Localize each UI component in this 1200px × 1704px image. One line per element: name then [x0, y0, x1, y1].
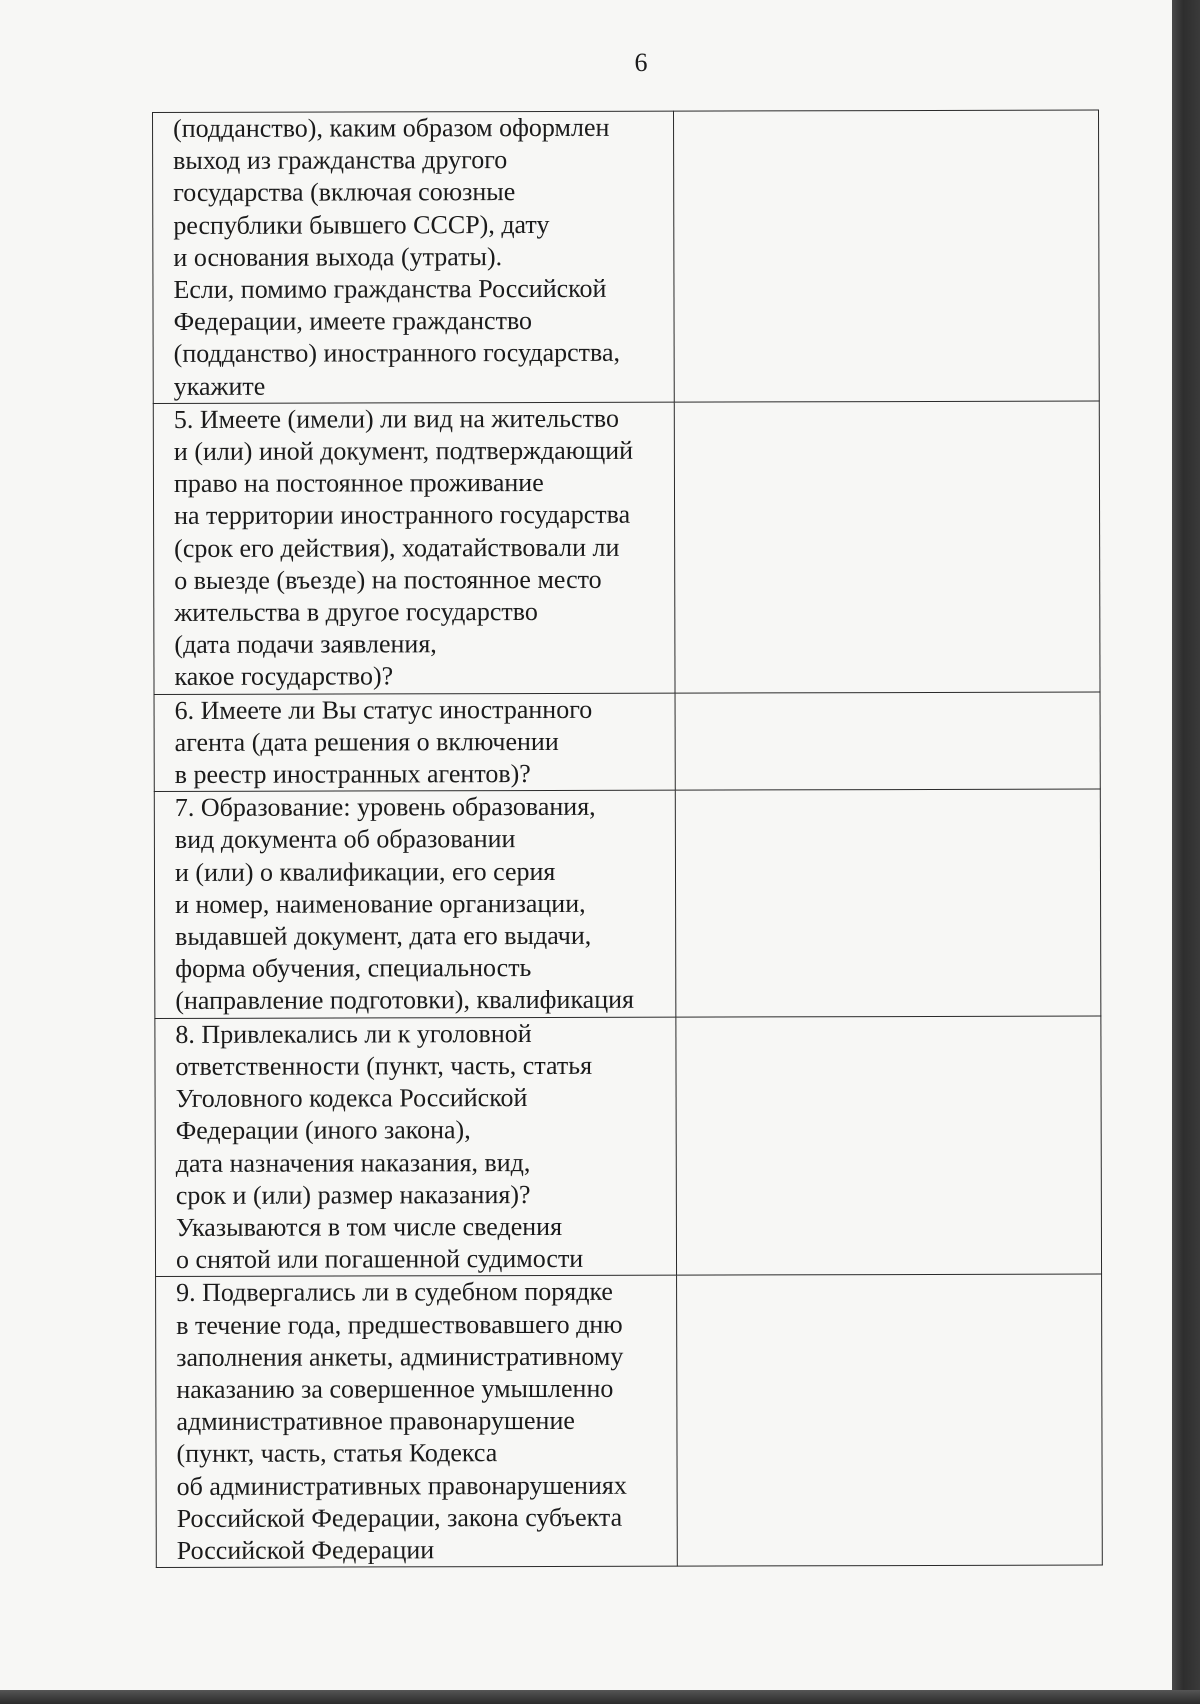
question-text-line: (направление подготовки), квалификация — [175, 985, 635, 1016]
question-text-line: в течение года, предшествовавшего дню — [176, 1309, 623, 1340]
table-row — [154, 789, 1101, 1018]
question-cell — [153, 111, 675, 403]
question-text-line: (срок его действия), ходатайствовали ли — [174, 532, 620, 563]
question-text-line: (пункт, часть, статья Кодекса — [176, 1438, 498, 1469]
question-text-line: укажите — [173, 371, 266, 401]
question-text-line: (дата подачи заявления, — [174, 629, 437, 660]
table-row — [155, 1016, 1102, 1277]
question-text-line: и (или) о квалификации, его серия — [174, 856, 556, 887]
question-cell — [156, 1275, 678, 1567]
question-text-line: 7. Образование: уровень образования, — [174, 792, 596, 823]
question-text-line: (подданство) иностранного государства, — [173, 338, 621, 369]
question-text-line: о снятой или погашенной судимости — [175, 1243, 584, 1275]
question-text-line: государства (включая союзные — [173, 177, 516, 208]
question-text-line: выход из гражданства другого — [173, 145, 508, 176]
question-text-line: заполнения анкеты, административному — [176, 1341, 624, 1372]
question-cell — [154, 693, 675, 792]
answer-cell[interactable] — [675, 692, 1100, 791]
question-text-line: Российской Федерации, закона субъекта — [176, 1502, 623, 1533]
scan-edge-bottom — [0, 1690, 1200, 1704]
question-text-line: 5. Имеете (имели) ли вид на жительство — [173, 403, 620, 434]
question-text-line: вид документа об образовании — [174, 824, 516, 855]
questionnaire-table — [152, 110, 1103, 1569]
question-text-line: наказанию за совершенное умышленно — [176, 1373, 614, 1404]
table-row — [153, 110, 1100, 403]
scan-edge-right — [1172, 0, 1200, 1704]
question-text-line: Уголовного кодекса Российской — [175, 1083, 528, 1114]
answer-cell[interactable] — [674, 401, 1100, 693]
question-text-line: какое государство)? — [174, 661, 394, 692]
question-text-line: Российской Федерации — [176, 1535, 435, 1565]
question-text-line: 6. Имеете ли Вы статус иностранного — [174, 694, 593, 725]
question-text-line: право на постоянное проживание — [173, 468, 544, 499]
question-text-line: Федерации (иного закона), — [175, 1115, 471, 1146]
question-text-line: на территории иностранного государства — [174, 500, 631, 531]
table-row — [154, 692, 1100, 792]
question-text-line: республики бывшего СССР), дату — [173, 209, 550, 240]
question-text-line: об административных правонарушениях — [176, 1470, 627, 1501]
answer-cell[interactable] — [673, 110, 1099, 402]
page-number: 6 — [634, 48, 648, 77]
table-row — [156, 1274, 1103, 1567]
question-text-line: жительства в другое государство — [174, 597, 538, 627]
table-row — [153, 401, 1100, 694]
question-text-line: Указываются в том числе сведения — [175, 1211, 563, 1242]
question-text-line: Если, помимо гражданства Российской — [173, 273, 607, 304]
question-text-line: агента (дата решения о включении — [174, 726, 559, 757]
question-text-line: срок и (или) размер наказания)? — [175, 1179, 531, 1210]
question-cell — [155, 1017, 677, 1277]
question-text-line: (подданство), каким образом оформлен — [173, 112, 610, 143]
question-text-line: в реестр иностранных агентов)? — [174, 759, 531, 790]
questionnaire-table-body — [153, 110, 1103, 1568]
question-text-line: ответственности (пункт, часть, статья — [175, 1050, 593, 1081]
question-cell — [153, 402, 675, 694]
question-text-line: 8. Привлекались ли к уголовной — [175, 1018, 532, 1049]
question-text-line: и номер, наименование организации, — [175, 888, 586, 919]
question-cell — [154, 790, 676, 1018]
question-text-line: и основания выхода (утраты). — [173, 241, 503, 272]
answer-cell[interactable] — [675, 789, 1101, 1017]
question-text-line: о выезде (въезде) на постоянное место — [174, 564, 602, 595]
question-text-line: административное правонарушение — [176, 1406, 575, 1437]
question-text-line: форма обучения, специальность — [175, 953, 532, 984]
question-text-line: 9. Подвергались ли в судебном порядке — [176, 1277, 613, 1308]
answer-cell[interactable] — [677, 1274, 1103, 1566]
question-text-line: выдавшей документ, дата его выдачи, — [175, 920, 592, 952]
question-text-line: Федерации, имеете гражданство — [173, 306, 533, 337]
question-text-line: и (или) иной документ, подтверждающий — [173, 435, 634, 466]
question-text-line: дата назначения наказания, вид, — [175, 1147, 531, 1178]
answer-cell[interactable] — [676, 1016, 1102, 1276]
